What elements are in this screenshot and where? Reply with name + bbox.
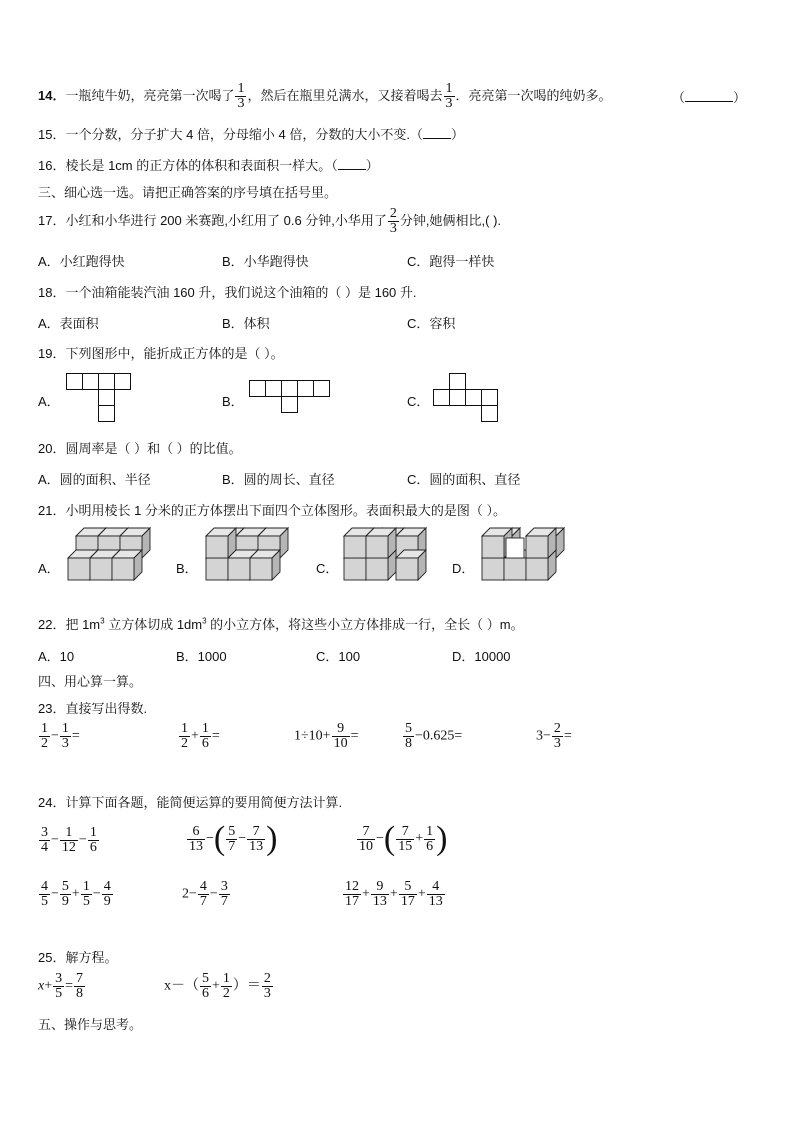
q20-option-a[interactable]: A．圆的面积、半径 [38,472,151,487]
q18-option-c[interactable]: C．容积 [407,316,456,331]
section-3-heading: 三、细心选一选。请把正确答案的序号填在括号里。 [38,185,338,200]
question-14 [38,78,612,114]
cube-block [366,528,396,558]
section-5-heading: 五、操作与思考。 [38,1017,143,1032]
q20-option-c[interactable]: C．圆的面积、直径 [407,472,521,487]
net-a-square [115,374,131,390]
figure-d-hole [506,538,524,558]
cube-block [526,528,556,558]
q24-expr-1[interactable]: $\frac{3}{4}$ − $\frac{1}{12}$ − $\frac{1}{6}$ [41,825,97,855]
question-22: 22．把 $1m^3$ 立方体切成 $1dm^3$ 的小立方体，将这些小立方体排成一行，全长（ ）m。 [38,616,524,632]
q15-answer-blank[interactable] [423,126,451,139]
net-c-square [450,374,466,390]
question-16: 16．棱长是 1cm 的正方体的体积和表面积一样大。（ ） [38,158,379,173]
question-19: 19．下列图形中，能折成正方体的是（ ）。 [38,346,284,361]
net-b-square [298,381,314,397]
q24-expr-3[interactable]: $\frac{7}{10}$ −( $\frac{7}{15}$ + $\frac{1}{6}$ ) [359,820,448,857]
q16-answer-blank[interactable] [338,157,366,170]
q24-expr-2[interactable]: $\frac{6}{13}$ −( $\frac{5}{7}$ − $\frac{7}{13}$ ) [189,820,278,857]
net-a-square [67,374,83,390]
cube-net-a [66,373,136,425]
q22-option-a[interactable]: A．10 [38,649,75,664]
q19-label-b[interactable]: B． [222,394,244,409]
q24-expr-4[interactable]: $\frac{4}{5}$ − $\frac{5}{9}$ + $\frac{1}{5}$ − $\frac{4}{9}$ [41,879,111,909]
q23-expr-1[interactable]: $\frac{1}{2}$ − $\frac{1}{3}$ = [41,721,80,751]
figure-b [206,528,288,580]
question-25: 25．解方程。 [38,950,118,965]
q22-option-c[interactable]: C．100 [316,649,361,664]
q19-label-a[interactable]: A． [38,394,60,409]
cube-block [112,550,142,580]
figure-a [68,528,150,580]
q25-equation-1[interactable]: x+ $\frac{3}{5}$ = $\frac{7}{8}$ [38,971,84,1001]
q14-fraction-2: $\frac{1}{3}$ [445,81,453,112]
net-c-square [434,390,450,406]
figure-d [482,528,564,580]
figure-c [344,528,426,580]
q16-text: 16．棱长是 1cm 的正方体的体积和表面积一样大。（ [38,158,338,173]
q20-option-b[interactable]: B．圆的周长、直径 [222,472,335,487]
question-21: 21．小明用棱长 1 分米的正方体摆出下面四个立体图形。表面积最大的是图（ ）。 [38,503,507,518]
net-c-square [466,390,482,406]
q17-text-2: 分钟,她俩相比,( ). [399,213,502,228]
cube-net-b [249,380,335,416]
q14-fraction-1: $\frac{1}{3}$ [237,81,245,112]
net-b-square [266,381,282,397]
question-20: 20．圆周率是（ ）和（ ）的比值。 [38,441,242,456]
cube-block [250,550,280,580]
q17-option-b[interactable]: B．小华跑得快 [222,254,309,269]
q23-expr-3[interactable]: 1÷10+ $\frac{9}{10}$ = [294,721,359,751]
q21-label-a[interactable]: A． [38,561,60,576]
net-b-square [314,381,330,397]
q21-label-d[interactable]: D． [452,561,475,576]
q14-text-2: ，然后在瓶里兑满水，又接着喝去 [247,88,443,103]
question-18: 18．一个油箱能装汽油 160 升，我们说这个油箱的（ ）是 160 升. [38,285,417,300]
net-b-square [282,397,298,413]
cube-figures [0,526,794,606]
net-a-square [99,406,115,422]
net-c-square [482,390,498,406]
q14-number: 14． [38,88,66,103]
q15-text: 15．一个分数，分子扩大 4 倍，分母缩小 4 倍，分数的大小不变.（ [38,127,423,142]
q19-label-c[interactable]: C． [407,394,430,409]
q23-expr-2[interactable]: $\frac{1}{2}$ + $\frac{1}{6}$ = [181,721,220,751]
net-c-square [482,406,498,422]
section-4-heading: 四、用心算一算。 [38,674,143,689]
net-b-square [250,381,266,397]
q23-expr-4[interactable]: $\frac{5}{8}$ −0.625= [405,721,463,751]
q18-option-a[interactable]: A．表面积 [38,316,99,331]
q21-label-b[interactable]: B． [176,561,198,576]
question-15: 15．一个分数，分子扩大 4 倍，分母缩小 4 倍，分数的大小不变.（ ） [38,127,464,142]
q17-option-c[interactable]: C．跑得一样快 [407,254,495,269]
q14-text-3: ．亮亮第一次喝的纯奶多。 [455,88,612,103]
net-b-square [282,381,298,397]
q25-equation-2[interactable]: x－（ $\frac{5}{6}$ + $\frac{1}{2}$ ）＝ $\frac{2}{3}$ [164,971,271,1001]
net-c-square [450,390,466,406]
q14-answer-blank[interactable]: （ ） [672,90,747,105]
q17-text-1: 17．小红和小华进行 200 米赛跑,小红用了 0.6 分钟,小华用了 [38,213,387,228]
q17-fraction: $\frac{2}{3}$ [389,206,397,237]
q23-expr-5[interactable]: 3− $\frac{2}{3}$ = [536,721,572,751]
cube-block [396,550,426,580]
question-17 [38,203,501,239]
q22-option-d[interactable]: D．10000 [452,649,511,664]
question-24: 24．计算下面各题，能简便运算的要用简便方法计算. [38,795,343,810]
q21-label-c[interactable]: C． [316,561,339,576]
cube-net-c [433,373,505,425]
q22-option-b[interactable]: B．1000 [176,649,227,664]
net-a-square [99,390,115,406]
q24-expr-6[interactable]: $\frac{12}{17}$ + $\frac{9}{13}$ + $\frac{5}{17}$ + $\frac{4}{13}$ [345,879,443,909]
q17-option-a[interactable]: A．小红跑得快 [38,254,125,269]
q18-option-b[interactable]: B．体积 [222,316,270,331]
cube-block [206,528,236,558]
q14-text-1: 一瓶纯牛奶，亮亮第一次喝了 [65,88,235,103]
net-a-square [83,374,99,390]
net-a-square [99,374,115,390]
q24-expr-5[interactable]: 2− $\frac{4}{7}$ − $\frac{3}{7}$ [182,879,228,909]
question-23: 23．直接写出得数. [38,701,148,716]
